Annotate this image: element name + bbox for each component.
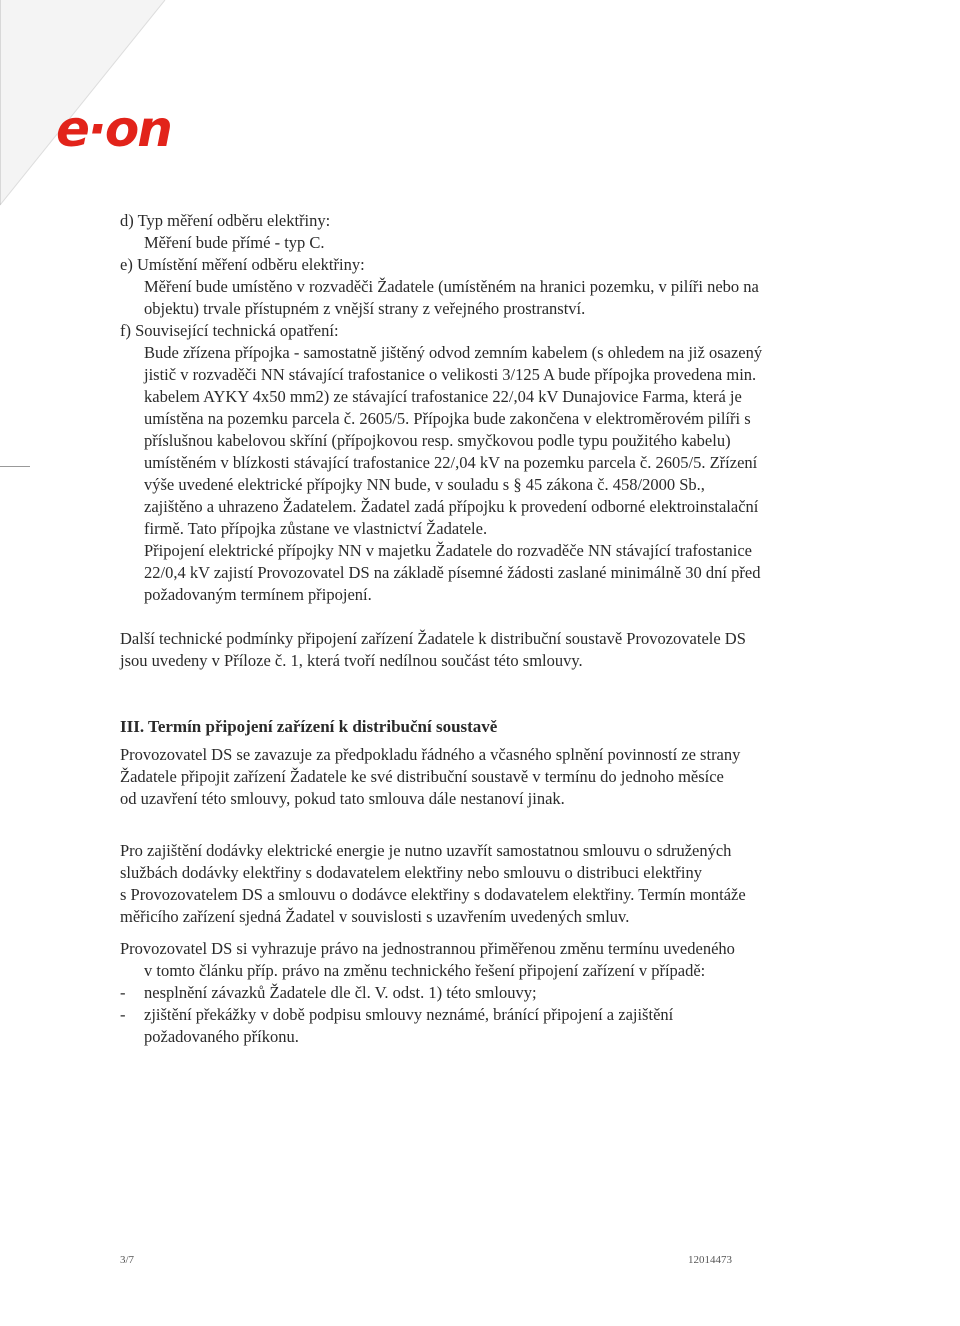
- paragraph-text: službách dodávky elektřiny s dodavatelem elektřiny nebo smlouvu o distribuci elektřiny: [120, 863, 702, 882]
- item-text: výše uvedené elektrické přípojky NN bude, v souladu s § 45 zákona č. 458/2000 Sb.,: [144, 475, 705, 494]
- paragraph-text: měřicího zařízení sjedná Žadatel v souvislosti s uzavřením uvedených smluv.: [120, 907, 630, 926]
- page-number: 3/7: [120, 1254, 135, 1266]
- paragraph-text: Žadatele připojit zařízení Žadatele ke své distribuční soustavě v termínu do jednoho měsíce: [120, 767, 724, 786]
- document-content: [120, 210, 840, 1048]
- item-text: kabelem AYKY 4x50 mm2) ze stávající trafostanice 22/,04 kV Dunajovice Farma, která je: [144, 387, 742, 406]
- spacer: [120, 606, 840, 628]
- item-f: [120, 320, 840, 606]
- item-text: zajištěno a uhrazeno Žadatelem. Žadatel zadá přípojku k provedení odborné elektroinstalační: [144, 497, 759, 516]
- item-text: umístěna na pozemku parcela č. 2605/5. Přípojka bude zakončena v elektroměrovém pilíři s: [144, 409, 751, 428]
- document-number: 12014473: [688, 1254, 732, 1266]
- item-text: jistič v rozvaděči NN stávající trafostanice o velikosti 3/125 A bude přípojka provedena min.: [144, 365, 757, 384]
- further-conditions-text: Další technické podmínky připojení zařízení Žadatele k distribuční soustavě Provozovatele DS: [120, 629, 746, 648]
- item-text: umístěném v blízkosti stávající trafostanice 22/,04 kV na pozemku parcela č. 2605/5. Zřízení: [144, 453, 758, 472]
- item-text: požadovaným termínem připojení.: [144, 585, 372, 604]
- spacer: [120, 672, 840, 694]
- list-item-text: zjištění překážky v době podpisu smlouvy neznámé, bránící připojení a zajištění: [144, 1005, 674, 1024]
- item-text: Měření bude přímé - typ C.: [144, 233, 325, 252]
- item-text: 22/0,4 kV zajistí Provozovatel DS na základě písemné žádosti zaslané minimálně 30 dní před: [144, 563, 761, 582]
- paragraph-text: Provozovatel DS se zavazuje za předpokladu řádného a včasného splnění povinností ze strany: [120, 745, 741, 764]
- item-heading: e) Umístění měření odběru elektřiny:: [120, 255, 365, 274]
- paragraph-text: v tomto článku příp. právo na změnu technického řešení připojení zařízení v případě:: [144, 961, 706, 980]
- list-dash: -: [120, 1005, 126, 1024]
- list-item: [120, 1004, 840, 1026]
- spacer: [120, 810, 840, 832]
- item-heading: f) Související technická opatření:: [120, 321, 339, 340]
- item-text: firmě. Tato přípojka zůstane ve vlastnictví Žadatele.: [144, 519, 488, 538]
- eon-logo: [0, 0, 240, 210]
- spacer: [120, 694, 840, 716]
- further-conditions-text: jsou uvedeny v Příloze č. 1, která tvoří nedílnou součást této smlouvy.: [120, 651, 583, 670]
- item-text: objektu) trvale přístupném z vnější strany z veřejného prostranství.: [144, 299, 586, 318]
- scan-mark: [0, 466, 30, 467]
- spacer: [120, 832, 840, 840]
- paragraph-text: Provozovatel DS si vyhrazuje právo na jednostrannou přiměřenou změnu termínu uvedeného: [120, 939, 735, 958]
- list-item: [120, 982, 840, 1004]
- item-e: [120, 254, 840, 320]
- list-item-text: požadovaného příkonu.: [144, 1027, 299, 1046]
- item-text: Bude zřízena přípojka - samostatně jištěný odvod zemním kabelem (s ohledem na již osazený: [144, 343, 763, 362]
- list-item-text: nesplnění závazků Žadatele dle čl. V. odst. 1) této smlouvy;: [144, 983, 537, 1002]
- item-d: [120, 210, 840, 254]
- paragraph-text: s Provozovatelem DS a smlouvu o dodávce elektřiny s dodavatelem elektřiny. Termín montáže: [120, 885, 746, 904]
- list-dash: -: [120, 983, 126, 1002]
- paragraph-text: Pro zajištění dodávky elektrické energie je nutno uzavřít samostatnou smlouvu o sdružených: [120, 841, 732, 860]
- item-text: Měření bude umístěno v rozvaděči Žadatele (umístěném na hranici pozemku, v pilíři nebo na: [144, 277, 759, 296]
- paragraph-text: od uzavření této smlouvy, pokud tato smlouva dále nestanoví jinak.: [120, 789, 565, 808]
- logo-text: e·on: [56, 100, 171, 158]
- item-text: příslušnou kabelovou skříní (přípojkovou resp. smyčkovou podle typu použitého kabelu): [144, 431, 731, 450]
- item-heading: d) Typ měření odběru elektřiny:: [120, 211, 331, 230]
- item-text: Připojení elektrické přípojky NN v majetku Žadatele do rozvaděče NN stávající trafostanice: [144, 541, 752, 560]
- spacer: [120, 928, 840, 938]
- section-title: III. Termín připojení zařízení k distribuční soustavě: [120, 717, 498, 736]
